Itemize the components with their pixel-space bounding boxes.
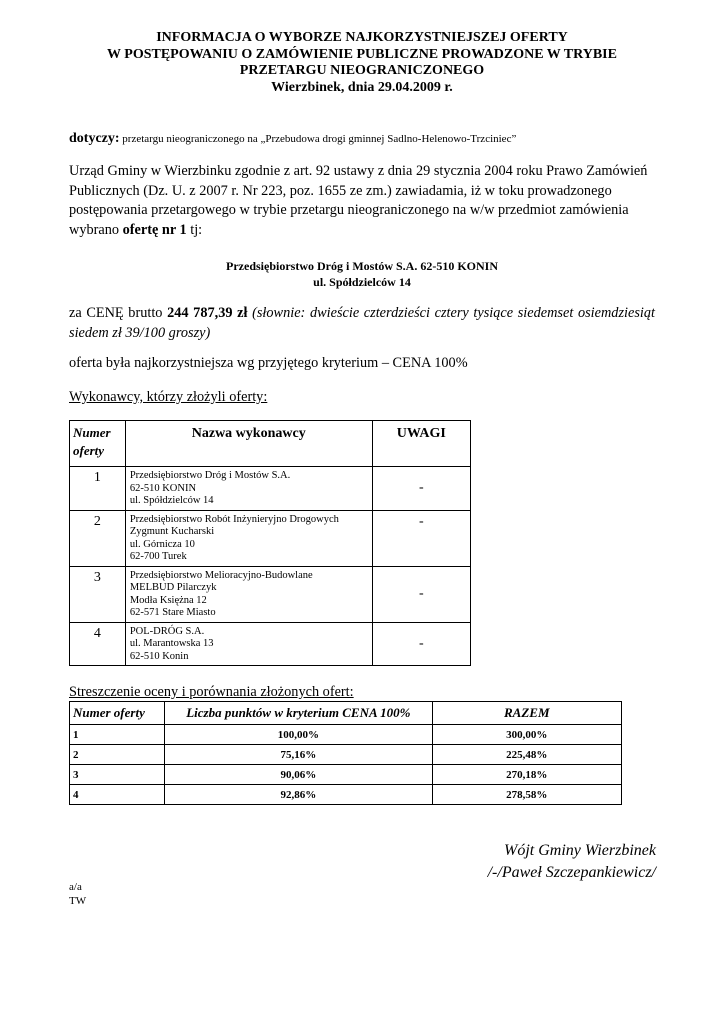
bidder-line: ul. Marantowska 13 bbox=[129, 638, 214, 649]
header-points: Liczba punktów w kryterium CENA 100% bbox=[165, 702, 432, 725]
intro-text: Urząd Gminy w Wierzbinku zgodnie z art. 92 ustawy z dnia 29 stycznia 2004 roku Prawo Zamówień Publicznych (Dz. U. z 2007 r. Nr 223, poz. 1655 ze zm.) zawiadamia, iż w toku prowadzonego postępowania przetargowego w trybie przetargu nieograniczonego na w/w przedmiot zamówienia wybrano bbox=[69, 163, 648, 238]
intro-paragraph bbox=[69, 162, 659, 240]
bidders-table-header bbox=[70, 421, 471, 467]
total-value: 225,48% bbox=[432, 745, 621, 765]
header-line-1: INFORMACJA O WYBORZE NAJKORZYSTNIEJSZEJ OFERTY bbox=[156, 30, 568, 45]
offer-number: 2 bbox=[70, 510, 126, 566]
header-offer-number-line-1: Numer bbox=[73, 425, 111, 440]
bidder-line: Modła Księżna 12 bbox=[129, 594, 207, 606]
header-offer-number bbox=[70, 421, 126, 467]
header-date: Wierzbinek, dnia 29.04.2009 r. bbox=[271, 79, 453, 95]
notes-cell: - bbox=[372, 510, 470, 566]
offer-number: 3 bbox=[70, 566, 126, 622]
points-value: 90,06% bbox=[165, 765, 432, 785]
subject-text: przetargu nieograniczonego na „Przebudowa drogi gminnej Sadlno-Helenowo-Trzciniec” bbox=[119, 133, 517, 145]
bidder-line: 62-510 KONIN bbox=[129, 482, 197, 494]
offer-number: 1 bbox=[70, 467, 126, 511]
offer-number: 3 bbox=[70, 765, 165, 785]
price-in-words: (słownie: dwieście czterdzieści cztery tysiące siedemset osiemdziesiąt siedem zł 39/100 groszy) bbox=[69, 305, 655, 341]
offer-number: 2 bbox=[70, 745, 165, 765]
summary-title: Streszczenie oceny i porównania złożonych ofert: bbox=[69, 684, 354, 700]
signature-title: Wójt Gminy Wierzbinek bbox=[504, 842, 656, 859]
bidder-line: Zygmunt Kucharski bbox=[129, 526, 215, 537]
bidder-details bbox=[125, 622, 372, 666]
total-value: 300,00% bbox=[432, 725, 621, 745]
bidder-details bbox=[125, 467, 372, 511]
price-amount: 244 787,39 zł bbox=[167, 305, 248, 321]
bidders-title: Wykonawcy, którzy złożyli oferty: bbox=[69, 389, 268, 405]
table-row bbox=[70, 765, 622, 785]
header-bidder-name: Nazwa wykonawcy bbox=[125, 421, 372, 467]
table-row bbox=[70, 745, 622, 765]
table-row bbox=[70, 510, 471, 566]
winning-company bbox=[69, 258, 655, 290]
total-value: 270,18% bbox=[432, 765, 621, 785]
subject-line bbox=[69, 131, 659, 147]
footer-line-1: a/a bbox=[69, 881, 82, 893]
company-line-1: Przedsiębiorstwo Dróg i Mostów S.A. 62-510 KONIN bbox=[226, 259, 498, 273]
bidder-details bbox=[125, 566, 372, 622]
bidder-line: MELBUD Pilarczyk bbox=[129, 582, 217, 593]
bidder-line: ul. Górnicza 10 bbox=[129, 538, 195, 550]
header-total: RAZEM bbox=[432, 702, 621, 725]
bidder-line: Przedsiębiorstwo Melioracyjno-Budowlane bbox=[129, 569, 313, 581]
bidder-line: 62-571 Stare Miasto bbox=[129, 607, 216, 618]
points-value: 100,00% bbox=[165, 725, 432, 745]
notes-cell: - bbox=[372, 467, 470, 511]
table-row bbox=[70, 622, 471, 666]
bidder-line: Przedsiębiorstwo Dróg i Mostów S.A. bbox=[129, 470, 291, 481]
price-paragraph bbox=[69, 304, 655, 343]
notes-cell: - bbox=[372, 622, 470, 666]
signature-block bbox=[488, 840, 656, 884]
table-row bbox=[70, 467, 471, 511]
intro-selected-offer: ofertę nr 1 bbox=[122, 221, 187, 238]
total-value: 278,58% bbox=[432, 785, 621, 805]
bidder-line: Przedsiębiorstwo Robót Inżynieryjno Drogowych bbox=[129, 513, 339, 525]
summary-table-header bbox=[70, 702, 622, 725]
summary-table bbox=[69, 701, 622, 805]
bidders-table bbox=[69, 420, 471, 666]
table-row bbox=[70, 566, 471, 622]
offer-number: 4 bbox=[70, 785, 165, 805]
intro-after: tj: bbox=[186, 221, 203, 238]
header-line-2: W POSTĘPOWANIU O ZAMÓWIENIE PUBLICZNE PROWADZONE W TRYBIE bbox=[107, 46, 617, 62]
bidder-line: 62-700 Turek bbox=[129, 551, 187, 562]
header-line-3: PRZETARGU NIEOGRANICZONEGO bbox=[239, 63, 485, 78]
subject-label: dotyczy: bbox=[69, 131, 120, 146]
bidder-line: POL-DRÓG S.A. bbox=[129, 625, 205, 637]
price-prefix: za CENĘ brutto bbox=[69, 305, 168, 321]
points-value: 75,16% bbox=[165, 745, 432, 765]
points-value: 92,86% bbox=[165, 785, 432, 805]
footer-line-2: TW bbox=[69, 895, 87, 907]
header-offer-number: Numer oferty bbox=[70, 702, 165, 725]
header-notes: UWAGI bbox=[372, 421, 470, 467]
table-row bbox=[70, 785, 622, 805]
offer-number: 4 bbox=[70, 622, 126, 666]
document-header bbox=[69, 30, 655, 96]
table-row bbox=[70, 725, 622, 745]
footer-notes bbox=[69, 880, 86, 908]
header-offer-number-line-2: oferty bbox=[73, 443, 105, 458]
signature-name: /-/Paweł Szczepankiewicz/ bbox=[487, 864, 656, 881]
criterion-statement: oferta była najkorzystniejsza wg przyjętego kryterium – CENA 100% bbox=[69, 355, 468, 371]
offer-number: 1 bbox=[70, 725, 165, 745]
bidder-details bbox=[125, 510, 372, 566]
notes-cell: - bbox=[372, 566, 470, 622]
bidder-line: ul. Spółdzielców 14 bbox=[129, 495, 214, 506]
company-line-2: ul. Spółdzielców 14 bbox=[313, 275, 411, 289]
bidder-line: 62-510 Konin bbox=[129, 650, 189, 662]
